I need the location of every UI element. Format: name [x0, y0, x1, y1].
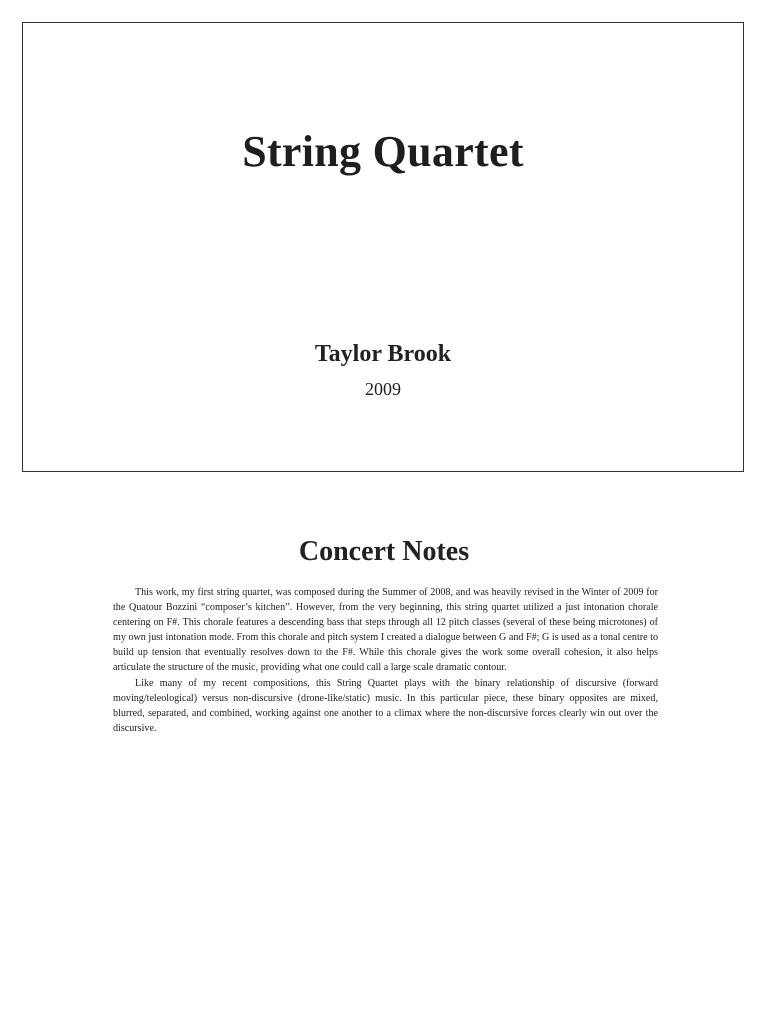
notes-paragraph-1: This work, my first string quartet, was composed during the Summer of 2008, and was heavily revised in the Winter of 2009 for the Quatour Bozzini “composer’s kitchen”. However, from the very beginning, this string quartet utilized a just intonation chorale centering on F#. This chorale features a descending bass that steps through all 12 pitch classes (several of these being microtones) of my own just intonation mode. From this chorale and pitch system I created a dialogue between G and F#; G is used as a tonal centre to build up tension that eventually resolves down to the F#. While this chorale gives the work some overall cohesion, it also helps articulate the structure of the music, providing what one could call a large scale dramatic contour.: [113, 587, 658, 674]
composition-year: 2009: [365, 379, 401, 399]
title-page-frame: [22, 22, 744, 472]
composer-name: Taylor Brook: [314, 341, 452, 367]
notes-paragraph-2: Like many of my recent compositions, this String Quartet plays with the binary relationship of discursive (forward moving/teleological) versus non-discursive (drone-like/static) music. In this particular piece, these binary opposites are mixed, blurred, separated, and combined, working against one another to a climax where the non-discursive forces clearly win out over the discursive.: [113, 677, 658, 734]
work-title: String Quartet: [242, 127, 524, 176]
concert-notes-heading: Concert Notes: [298, 536, 470, 567]
concert-notes-body: [113, 585, 658, 736]
